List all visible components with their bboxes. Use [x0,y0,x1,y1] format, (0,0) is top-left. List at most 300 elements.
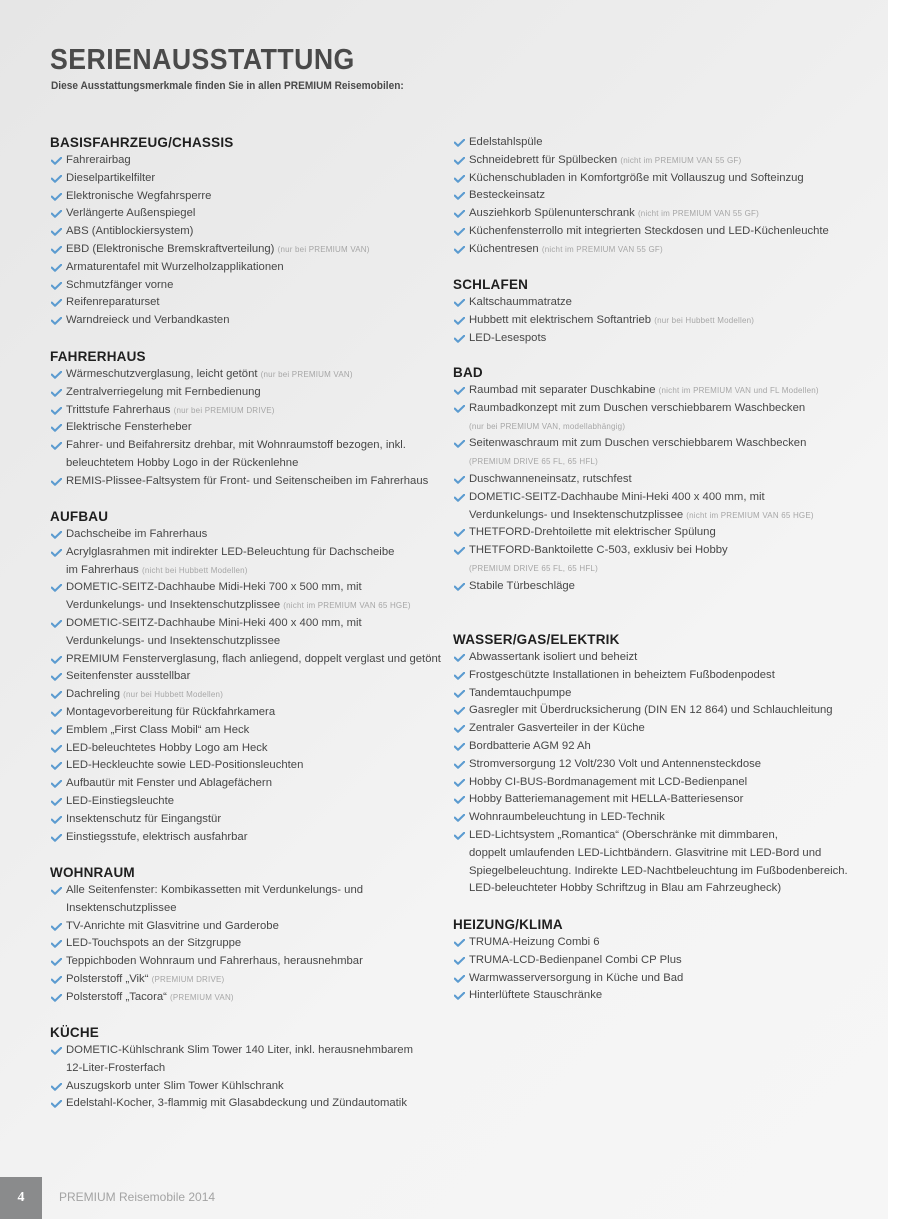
item-text [66,722,441,740]
item-text-line: Auszugskorb unter Slim Tower Kühlschrank [66,1079,284,1092]
list-item [50,366,428,384]
item-text-line: Hubbett mit elektrischem Softantrieb [469,313,652,326]
list-item [50,615,441,651]
item-text [66,205,370,223]
section-küche [50,1024,413,1113]
item-text [469,774,848,792]
item-text-line: Insektenschutz für Eingangstür [66,812,222,825]
item-text [66,419,428,437]
item-text [469,952,683,970]
item-text-line: TRUMA-LCD-Bedienpanel Combi CP Plus [469,953,682,966]
checkmark-icon [453,524,465,542]
list-item [50,918,363,936]
item-text [66,651,441,669]
item-text-line: Frostgeschützte Installationen in beheiztem Fußbodenpodest [469,668,775,681]
item-text [66,473,428,491]
list-item [453,720,848,738]
checkmark-icon [50,384,62,402]
item-text-line: Elektronische Wegfahrsperre [66,189,212,202]
list-item [453,809,848,827]
item-text-line: Schneidebrett für Spülbecken [469,153,618,166]
checkmark-icon [50,205,62,223]
item-text [469,738,848,756]
list-item [50,188,370,206]
item-text [469,524,819,542]
checkmark-icon [50,918,62,936]
checkmark-icon [50,989,62,1007]
item-text-line: Polsterstoff „Tacora“ [66,990,167,1003]
section-heading: SCHLAFEN [453,277,529,292]
page-edge [888,0,900,1219]
list-item [453,435,819,471]
item-text [469,471,819,489]
item-text [66,668,441,686]
item-text-line: Verdunkelungs- und Insektenschutzplissee [66,634,281,647]
checkmark-icon [50,953,62,971]
list-item [50,811,441,829]
section-heading: FAHRERHAUS [50,349,146,364]
item-text-line: Acrylglasrahmen mit indirekter LED-Beleuchtung für Dachscheibe [66,545,395,558]
item-text-line: Hobby CI-BUS-Bordmanagement mit LCD-Bedienpanel [469,775,748,788]
list-item [453,987,683,1005]
checkmark-icon [453,774,465,792]
list-item [50,402,428,420]
item-text-line: Besteckeinsatz [469,189,545,202]
checkmark-icon [50,757,62,775]
checkmark-icon [453,330,465,348]
list-item [50,935,363,953]
section-basisfahrzeug-chassis [50,134,370,330]
item-text [66,579,441,597]
section-heading: WOHNRAUM [50,865,135,880]
checkmark-icon [453,667,465,685]
checkmark-icon [453,187,465,205]
item-note: (PREMIUM VAN) [170,992,234,1002]
item-text-line: THETFORD-Drehtoilette mit elektrischer Spülung [469,526,716,539]
item-text-line: Raumbadkonzept mit zum Duschen verschiebbarem Waschbecken [469,401,806,414]
checkmark-icon [453,827,465,845]
list-item [50,294,370,312]
item-text [66,188,370,206]
item-text-line: TRUMA-Heizung Combi 6 [469,936,600,948]
item-text [66,294,370,312]
item-text-line: LED-Lesespots [469,331,547,344]
checkmark-icon [50,170,62,188]
item-text-line: Duschwanneneinsatz, rutschfest [469,472,632,485]
item-text-line: doppelt umlaufenden LED-Lichtbändern. Glasvitrine mit LED-Bord und [469,846,822,859]
item-text [66,241,370,259]
list-item [50,740,441,758]
item-text [66,437,428,455]
checkmark-icon [50,277,62,295]
item-text-line: Stabile Türbeschläge [469,579,575,592]
item-text [66,366,428,384]
checkmark-icon [453,756,465,774]
list-item [453,152,829,170]
item-text [66,900,363,918]
item-text-line: Elektrische Fensterheber [66,421,192,434]
item-text [469,863,848,881]
list-item [50,1042,413,1078]
item-text [469,970,683,988]
checkmark-icon [50,188,62,206]
checkmark-icon [453,738,465,756]
list-item [453,294,754,312]
item-text-line: Kaltschaummatratze [469,296,572,308]
section-heizung-klima [453,916,683,1005]
checkmark-icon [50,366,62,384]
item-text-line: Dachreling [66,688,121,701]
checkmark-icon [50,882,62,900]
checkmark-icon [50,579,62,597]
list-item [50,1095,413,1113]
section-heading: KÜCHE [50,1025,100,1040]
checkmark-icon [453,970,465,988]
item-text [66,384,428,402]
checkmark-icon [50,811,62,829]
item-text [66,1060,413,1078]
item-text-line: LED-beleuchteter Hobby Schriftzug in Blau am Fahrzeugheck) [469,882,782,895]
checkmark-icon [50,668,62,686]
item-text-line: Hobby Batteriemanagement mit HELLA-Batteriesensor [469,793,744,806]
item-text [469,756,848,774]
item-text [469,934,683,952]
item-text-line: Verdunkelungs- und Insektenschutzplissee [66,599,281,612]
list-item [50,241,370,259]
checkmark-icon [50,686,62,704]
list-item [453,934,683,952]
checkmark-icon [453,382,465,400]
item-text [469,542,819,560]
item-text [66,989,363,1007]
section-bad [453,364,819,596]
item-text-line: LED-Einstiegsleuchte [66,794,175,807]
item-text [66,757,441,775]
item-text-line: REMIS-Plissee-Faltsystem für Front- und Seitenscheiben im Fahrerhaus [66,474,429,487]
item-text-line: Trittstufe Fahrerhaus [66,403,171,416]
item-text [469,578,819,596]
list-item [453,952,683,970]
list-item [453,187,829,205]
list-item [453,330,754,348]
list-item [50,473,428,491]
section-fahrerhaus [50,348,428,491]
list-item [453,312,754,330]
list-item [453,649,848,667]
list-item [50,526,441,544]
section-aufbau [50,508,441,846]
item-text-line: Alle Seitenfenster: Kombikassetten mit Verdunkelungs- und [66,884,364,896]
checkmark-icon [453,934,465,952]
item-note: (nur bei PREMIUM VAN) [277,244,370,254]
footer-text: PREMIUM Reisemobile 2014 [59,1190,216,1204]
item-text [66,935,363,953]
item-text [469,187,829,205]
checkmark-icon [453,952,465,970]
item-text [66,597,441,615]
list-item [50,668,441,686]
list-item [453,489,819,525]
checkmark-icon [50,651,62,669]
item-text [66,312,370,330]
item-text [66,829,441,847]
item-text [469,330,754,348]
item-note: (nicht im PREMIUM VAN 65 HGE) [283,601,411,611]
item-text [469,170,829,188]
checkmark-icon [50,294,62,312]
list-item [50,437,428,473]
item-text [469,134,829,152]
checkmark-icon [453,649,465,667]
item-text [66,455,428,473]
section-heading: WASSER/GAS/ELEKTRIK [453,632,620,647]
item-text [66,615,441,633]
checkmark-icon [50,402,62,420]
item-text-line: THETFORD-Banktoilette C-503, exklusiv bei Hobby [469,544,728,557]
section-wasser-gas-elektrik [453,631,848,898]
checkmark-icon [453,435,465,453]
checkmark-icon [453,542,465,560]
checkmark-icon [50,312,62,330]
item-text [66,686,441,704]
item-text [66,544,441,562]
list-item [50,989,363,1007]
list-item [50,223,370,241]
item-note: (nicht bei Hubbett Modellen) [141,565,248,575]
list-item [50,579,441,615]
list-item [50,793,441,811]
list-item [50,757,441,775]
list-item [453,702,848,720]
item-text-line: Fahrer- und Beifahrersitz drehbar, mit Wohnraumstoff bezogen, inkl. [66,439,406,452]
checkmark-icon [50,1042,62,1060]
item-text [469,649,848,667]
item-text [66,1078,413,1096]
item-text-line: Insektenschutzplissee [66,901,177,914]
item-text-line: DOMETIC-Kühlschrank Slim Tower 140 Liter, inkl. herausnehmbarem [66,1044,413,1056]
item-text-line: Raumbad mit separater Duschkabine [469,384,656,396]
item-note: (PREMIUM DRIVE) [151,974,225,984]
item-text [469,845,848,863]
checkmark-icon [453,685,465,703]
item-text [66,882,363,900]
checkmark-icon [50,793,62,811]
checkmark-icon [50,722,62,740]
item-text-line: Dachscheibe im Fahrerhaus [66,528,208,540]
list-item [50,277,370,295]
item-text [66,740,441,758]
list-item [50,152,370,170]
item-text-line: TV-Anrichte mit Glasvitrine und Garderobe [66,919,279,932]
list-item [50,205,370,223]
item-text-line: Armaturentafel mit Wurzelholzapplikationen [66,260,284,273]
item-text [66,811,441,829]
list-item [453,827,848,898]
section-heading: BASISFAHRZEUG/CHASSIS [50,135,234,150]
list-item [453,685,848,703]
list-item [453,970,683,988]
list-item [453,205,829,223]
item-text [66,1042,413,1060]
page-title: SERIENAUSSTATTUNG [50,44,355,76]
list-item [50,384,428,402]
item-text [469,667,848,685]
checkmark-icon [453,987,465,1005]
list-item [453,241,829,259]
item-text [469,241,829,259]
checkmark-icon [50,437,62,455]
list-item [453,578,819,596]
item-text [66,793,441,811]
list-item [50,651,441,669]
checkmark-icon [50,971,62,989]
item-text [469,312,754,330]
item-text [66,953,363,971]
item-text-line: Seitenwaschraum mit zum Duschen verschiebbarem Waschbecken [469,437,807,450]
checkmark-icon [453,170,465,188]
checkmark-icon [453,791,465,809]
checkmark-icon [50,829,62,847]
item-text-line: Küchenfensterrollo mit integrierten Steckdosen und LED-Küchenleuchte [469,224,829,237]
item-text-line: EBD (Elektronische Bremskraftverteilung) [66,242,275,255]
item-text [66,775,441,793]
item-text [66,170,370,188]
list-item [50,1078,413,1096]
item-text-line: Zentraler Gasverteiler in der Küche [469,722,645,735]
list-item [453,471,819,489]
item-note: (nur bei PREMIUM DRIVE) [173,405,275,415]
item-note: (nur bei PREMIUM VAN) [260,370,353,379]
item-text-line: Schmutzfänger vorne [66,278,174,291]
list-item [453,382,819,400]
checkmark-icon [50,526,62,544]
item-text [469,507,819,525]
item-text-line: im Fahrerhaus [66,563,139,576]
item-text-line: Küchentresen [469,242,539,255]
checkmark-icon [50,615,62,633]
item-text [66,259,370,277]
item-note: (nicht im PREMIUM VAN 55 GF) [620,155,742,165]
list-item [50,829,441,847]
item-text-line: Gasregler mit Überdrucksicherung (DIN EN 12 864) und Schlauchleitung [469,704,833,717]
item-text-line: Tandemtauchpumpe [469,686,572,699]
checkmark-icon [453,312,465,330]
item-text [66,277,370,295]
page-number: 4 [0,1177,42,1219]
item-note: (nicht im PREMIUM VAN 65 HGE) [686,510,814,520]
item-text [66,402,428,420]
list-item [50,882,363,918]
item-text-line: Bordbatterie AGM 92 Ah [469,739,591,752]
checkmark-icon [50,1095,62,1113]
checkmark-icon [50,544,62,562]
list-item [50,312,370,330]
checkmark-icon [50,935,62,953]
item-text-line: beleuchtetem Hobby Logo in der Rückenlehne [66,456,299,469]
item-text [469,685,848,703]
item-note: (nicht im PREMIUM VAN 55 GF) [541,244,663,254]
item-text-line: Warmwasserversorgung in Küche und Bad [469,971,684,984]
list-item [453,524,819,542]
item-text [66,1095,413,1113]
item-text [66,526,441,544]
checkmark-icon [453,489,465,507]
item-text [469,205,829,223]
list-item [50,704,441,722]
item-text-line: Emblem „First Class Mobil“ am Heck [66,723,250,736]
section-heading: AUFBAU [50,509,109,524]
item-text-line: Zentralverriegelung mit Fernbedienung [66,385,261,398]
list-item [50,170,370,188]
item-note: (nicht im PREMIUM VAN und FL Modellen) [658,386,819,395]
list-item [453,170,829,188]
list-item [453,400,819,436]
item-text [469,223,829,241]
item-text [469,809,848,827]
list-item [453,223,829,241]
item-text [66,223,370,241]
item-text [469,400,819,418]
checkmark-icon [453,152,465,170]
item-text-line: 12-Liter-Frosterfach [66,1061,166,1074]
checkmark-icon [50,419,62,437]
item-text-line: Ausziehkorb Spülenunterschrank [469,207,635,220]
item-text-line: DOMETIC-SEITZ-Dachhaube Mini-Heki 400 x 400 mm, mit [66,616,362,629]
item-text [469,435,819,453]
item-text-line: DOMETIC-SEITZ-Dachhaube Midi-Heki 700 x 500 mm, mit [66,581,362,594]
checkmark-icon [50,1078,62,1096]
item-text [469,702,848,720]
checkmark-icon [50,259,62,277]
section-schlafen [453,276,754,347]
item-text [469,880,848,898]
item-note: (nur bei PREMIUM VAN, modellabhängig) [469,421,626,431]
item-text [469,987,683,1005]
list-item [50,775,441,793]
item-text-line: Montagevorbereitung für Rückfahrkamera [66,705,276,718]
checkmark-icon [50,223,62,241]
checkmark-icon [453,294,465,312]
item-text [66,704,441,722]
item-text-line: Dieselpartikelfilter [66,171,156,184]
checkmark-icon [50,740,62,758]
list-item [453,134,829,152]
item-text-line: Teppichboden Wohnraum und Fahrerhaus, herausnehmbar [66,955,363,968]
checkmark-icon [453,809,465,827]
item-note: (nur bei Hubbett Modellen) [654,315,755,325]
checkmark-icon [453,241,465,259]
checkmark-icon [453,578,465,596]
list-item [50,419,428,437]
list-item [50,971,363,989]
item-text-line: Polsterstoff „Vik“ [66,972,149,985]
checkmark-icon [50,775,62,793]
list-item [50,953,363,971]
item-text-line: Edelstahlspüle [469,136,543,148]
item-text-line: Verdunkelungs- und Insektenschutzplissee [469,508,684,521]
section-kueche-continued [453,116,829,259]
item-text-line: Reifenreparaturset [66,296,160,309]
section-heading: HEIZUNG/KLIMA [453,917,563,932]
item-text [469,294,754,312]
item-text-line: Küchenschubladen in Komfortgröße mit Vollauszug und Softeinzug [469,171,804,184]
item-text-line: Stromversorgung 12 Volt/230 Volt und Antennensteckdose [469,757,762,770]
item-note: (PREMIUM DRIVE 65 FL, 65 HFL) [469,563,598,573]
item-note: (nur bei Hubbett Modellen) [123,690,224,700]
list-item [453,756,848,774]
item-text-line: LED-Heckleuchte sowie LED-Positionsleuchten [66,759,304,772]
item-text-line: Wärmeschutzverglasung, leicht getönt [66,368,258,380]
